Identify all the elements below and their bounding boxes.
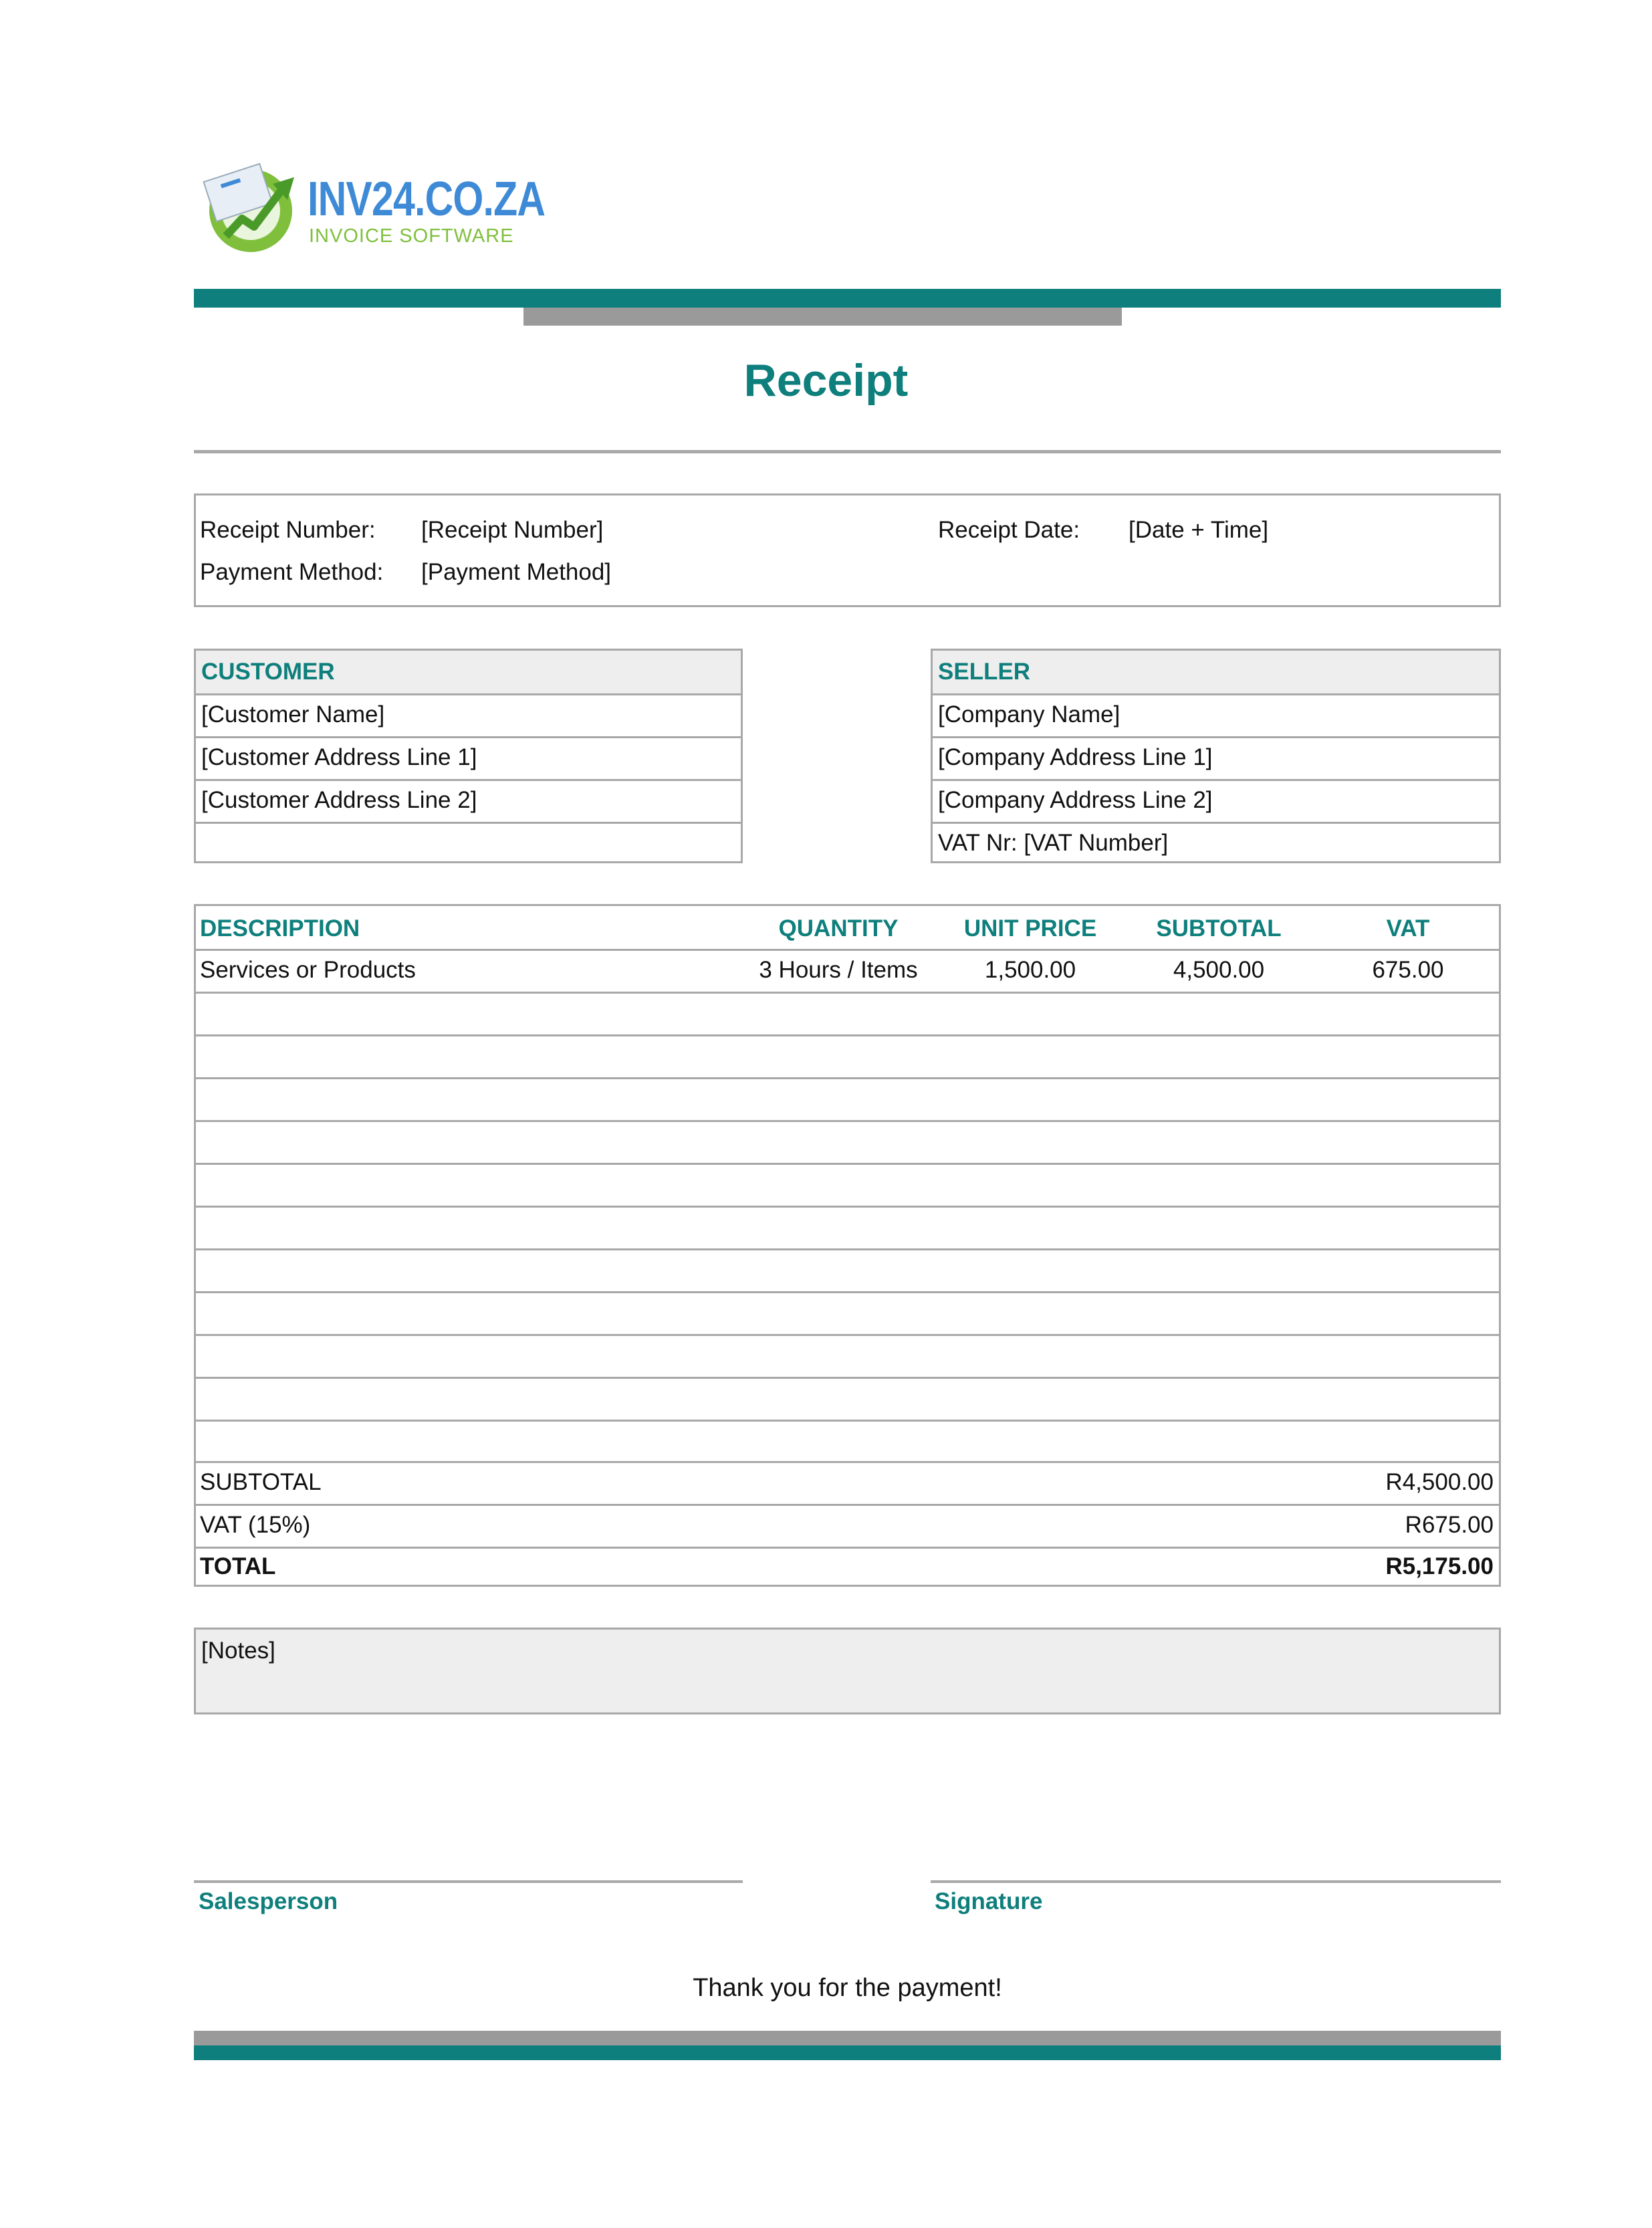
seller-heading: SELLER xyxy=(938,659,1031,685)
table-row xyxy=(196,949,1499,994)
customer-heading: CUSTOMER xyxy=(201,659,335,685)
item-subtotal: 4,500.00 xyxy=(1173,957,1265,983)
title-divider xyxy=(194,450,1501,453)
total-value: R5,175.00 xyxy=(1385,1553,1494,1579)
total-label: TOTAL xyxy=(200,1553,276,1579)
customer-line xyxy=(196,693,741,738)
salesperson-line xyxy=(194,1880,743,1883)
customer-box xyxy=(194,649,743,863)
thank-you-message: Thank you for the payment! xyxy=(693,1974,1002,2002)
receipt-date-label: Receipt Date: xyxy=(938,517,1080,543)
seller-box xyxy=(931,649,1501,863)
receipt-date-value: [Date + Time] xyxy=(1129,517,1269,543)
notes-box xyxy=(194,1628,1501,1714)
salesperson-label: Salesperson xyxy=(199,1888,338,1914)
item-quantity: 3 Hours / Items xyxy=(759,957,918,983)
customer-header xyxy=(196,651,741,695)
subtotal-row xyxy=(196,1461,1499,1506)
table-row-empty xyxy=(196,1163,1499,1208)
top-gray-bar xyxy=(523,308,1122,326)
logo-tagline: INVOICE SOFTWARE xyxy=(309,225,514,247)
customer-line xyxy=(196,736,741,781)
column-header-description: DESCRIPTION xyxy=(200,915,360,941)
seller-line xyxy=(933,822,1499,863)
payment-method-value: [Payment Method] xyxy=(421,559,612,585)
table-row-empty xyxy=(196,1206,1499,1250)
items-header-row xyxy=(196,906,1499,951)
company-name: [Company Name] xyxy=(938,701,1120,728)
vat-number: VAT Nr: [VAT Number] xyxy=(938,830,1169,856)
seller-header xyxy=(933,651,1499,695)
item-vat: 675.00 xyxy=(1372,957,1444,983)
page-title: Receipt xyxy=(743,355,909,406)
vat-value: R675.00 xyxy=(1405,1512,1494,1538)
vat-label: VAT (15%) xyxy=(200,1512,311,1538)
customer-line xyxy=(196,779,741,824)
logo-wordmark: INV24.CO.ZA xyxy=(308,173,546,226)
customer-address-line-1: [Customer Address Line 1] xyxy=(201,744,477,770)
signature-line xyxy=(931,1880,1501,1883)
bottom-gray-bar xyxy=(194,2031,1501,2045)
column-header-quantity: QUANTITY xyxy=(778,915,899,941)
customer-name: [Customer Name] xyxy=(201,701,385,728)
vat-row xyxy=(196,1504,1499,1549)
seller-line xyxy=(933,693,1499,738)
customer-line xyxy=(196,822,741,863)
subtotal-value: R4,500.00 xyxy=(1385,1469,1494,1495)
items-table xyxy=(194,904,1501,1587)
table-row-empty xyxy=(196,992,1499,1036)
receipt-number-value: [Receipt Number] xyxy=(421,517,604,543)
table-row-empty xyxy=(196,1291,1499,1336)
company-address-line-1: [Company Address Line 1] xyxy=(938,744,1213,770)
column-header-unit-price: UNIT PRICE xyxy=(963,915,1097,941)
notes-text: [Notes] xyxy=(201,1638,275,1664)
table-row-empty xyxy=(196,1334,1499,1379)
column-header-subtotal: SUBTOTAL xyxy=(1156,915,1282,941)
table-row-empty xyxy=(196,1120,1499,1165)
receipt-number-label: Receipt Number: xyxy=(200,517,376,543)
bottom-accent-bar xyxy=(194,2045,1501,2060)
logo-icon xyxy=(201,157,301,257)
top-accent-bar xyxy=(194,289,1501,308)
table-row-empty xyxy=(196,1377,1499,1422)
company-address-line-2: [Company Address Line 2] xyxy=(938,787,1213,813)
table-row-empty xyxy=(196,1077,1499,1122)
table-row-empty xyxy=(196,1248,1499,1293)
item-description: Services or Products xyxy=(200,957,416,983)
table-row-empty xyxy=(196,1420,1499,1463)
customer-address-line-2: [Customer Address Line 2] xyxy=(201,787,477,813)
column-header-vat: VAT xyxy=(1386,915,1430,941)
receipt-meta-box xyxy=(194,493,1501,607)
payment-method-label: Payment Method: xyxy=(200,559,384,585)
item-unit-price: 1,500.00 xyxy=(984,957,1076,983)
table-row-empty xyxy=(196,1034,1499,1079)
company-logo xyxy=(201,157,546,257)
seller-line xyxy=(933,736,1499,781)
seller-line xyxy=(933,779,1499,824)
total-row xyxy=(196,1547,1499,1587)
subtotal-label: SUBTOTAL xyxy=(200,1469,322,1495)
signature-label: Signature xyxy=(935,1888,1043,1914)
